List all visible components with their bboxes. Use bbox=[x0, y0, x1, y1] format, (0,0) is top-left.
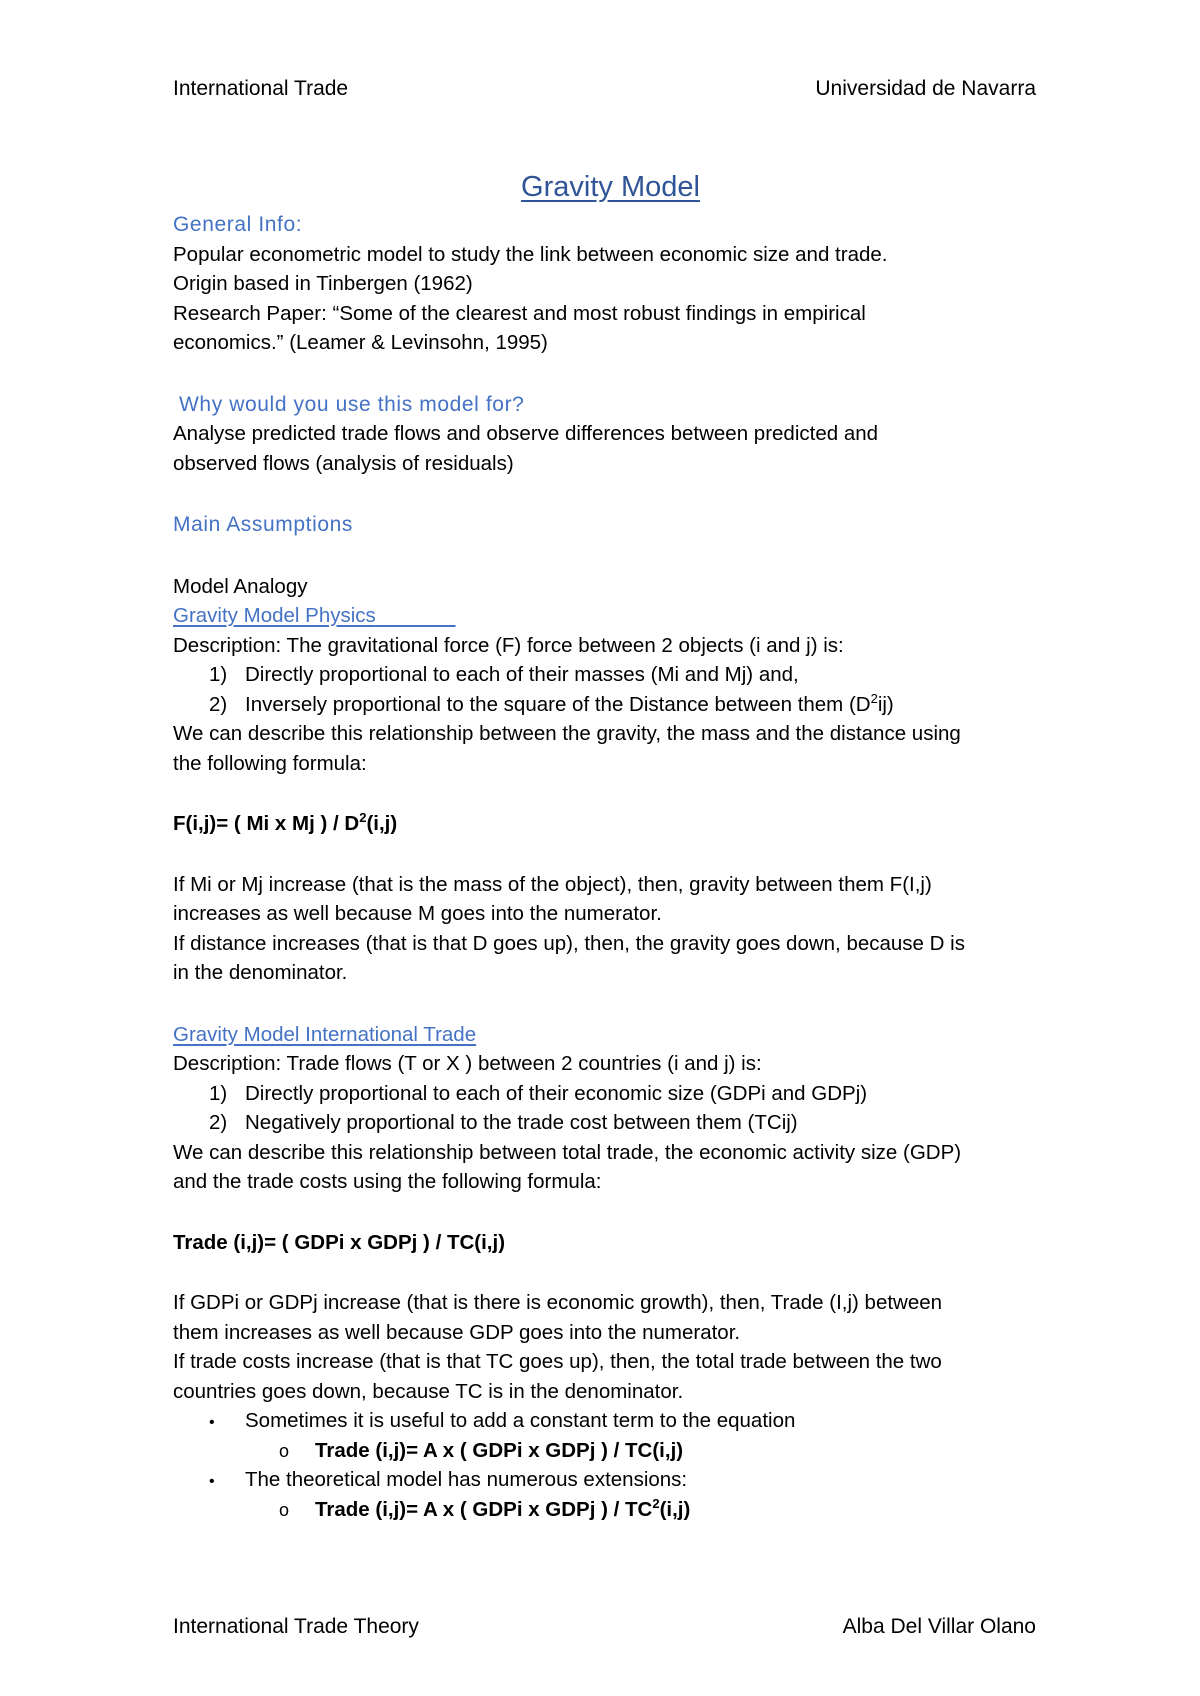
bullet-item bbox=[173, 1465, 1048, 1495]
list-item-text-end: ij) bbox=[877, 692, 894, 716]
physics-explanation: in the denominator. bbox=[173, 961, 348, 984]
trade-heading-text: Gravity Model International Trade bbox=[173, 1022, 477, 1046]
trade-description: Description: Trade flows (T or X ) between 2 countries (i and j) is: bbox=[173, 1052, 762, 1075]
trade-explanation: If trade costs increase (that is that TC goes up), then, the total trade between the two bbox=[173, 1350, 942, 1373]
list-item-text: Directly proportional to each of their masses (Mi and Mj) and, bbox=[245, 663, 799, 686]
header-left: International Trade bbox=[173, 77, 349, 100]
bullet-marker: • bbox=[209, 1414, 215, 1431]
sub-bullet-item bbox=[173, 1495, 1048, 1525]
page-footer bbox=[173, 1614, 1036, 1640]
general-info-line: Origin based in Tinbergen (1962) bbox=[173, 272, 473, 295]
superscript: 2 bbox=[870, 690, 878, 706]
footer-left: International Trade Theory bbox=[173, 1615, 419, 1638]
sub-bullet-formula: Trade (i,j)= A x ( GDPi x GDPj ) / TC(i,j) bbox=[315, 1438, 684, 1462]
sub-bullet-marker: o bbox=[279, 1440, 290, 1461]
bullet-text: The theoretical model has numerous extensions: bbox=[245, 1468, 688, 1491]
physics-explanation: If Mi or Mj increase (that is the mass of the object), then, gravity between them F(I,j) bbox=[173, 872, 932, 896]
sub-bullet-item bbox=[173, 1436, 1048, 1466]
list-number: 1) bbox=[209, 1081, 228, 1105]
list-item bbox=[173, 1079, 1048, 1109]
sub-bullet-formula: Trade (i,j)= A x ( GDPi x GDPj ) / TC bbox=[315, 1497, 653, 1521]
page-header bbox=[173, 76, 1036, 102]
formula-end: (i,j) bbox=[366, 812, 398, 835]
sub-bullet-marker: o bbox=[279, 1499, 290, 1520]
physics-heading bbox=[173, 601, 1048, 631]
list-number: 2) bbox=[209, 1111, 228, 1134]
general-info-line: economics.” (Leamer & Levinsohn, 1995) bbox=[173, 331, 548, 354]
formula-main: F(i,j)= ( Mi x Mj ) / D bbox=[173, 812, 360, 835]
list-number: 1) bbox=[209, 663, 228, 686]
list-item bbox=[173, 690, 1048, 720]
physics-formula bbox=[173, 809, 1048, 839]
list-number: 2) bbox=[209, 692, 228, 716]
physics-heading-text: Gravity Model Physics bbox=[173, 604, 376, 627]
document-body bbox=[173, 170, 1048, 1524]
general-info-line: Research Paper: “Some of the clearest and most robust findings in empirical bbox=[173, 301, 866, 325]
list-item bbox=[173, 1108, 1048, 1138]
general-info-line: Popular econometric model to study the link between economic size and trade. bbox=[173, 242, 888, 266]
why-use-line: Analyse predicted trade flows and observe differences between predicted and bbox=[173, 422, 879, 445]
list-item-text: Negatively proportional to the trade cost between them (TCij) bbox=[245, 1111, 798, 1134]
model-analogy-heading: Model Analogy bbox=[173, 574, 308, 598]
list-item-text: Directly proportional to each of their economic size (GDPi and GDPj) bbox=[245, 1081, 868, 1105]
bullet-marker: • bbox=[209, 1473, 215, 1490]
bullet-text: Sometimes it is useful to add a constant term to the equation bbox=[245, 1409, 796, 1432]
physics-explanation: If distance increases (that is that D goes up), then, the gravity goes down, because D is bbox=[173, 931, 965, 955]
trade-formula-intro: We can describe this relationship between total trade, the economic activity size (GDP) bbox=[173, 1140, 962, 1164]
trade-heading bbox=[173, 1020, 1048, 1050]
physics-explanation: increases as well because M goes into the numerator. bbox=[173, 902, 662, 925]
bullet-item bbox=[173, 1406, 1048, 1436]
trade-explanation: If GDPi or GDPj increase (that is there is economic growth), then, Trade (I,j) between bbox=[173, 1291, 943, 1314]
main-assumptions-heading: Main Assumptions bbox=[173, 513, 354, 536]
trade-explanation: countries goes down, because TC is in the denominator. bbox=[173, 1379, 684, 1403]
physics-formula-intro: the following formula: bbox=[173, 751, 367, 775]
trade-formula: Trade (i,j)= ( GDPi x GDPj ) / TC(i,j) bbox=[173, 1230, 506, 1254]
header-right: Universidad de Navarra bbox=[815, 77, 1036, 100]
why-use-heading: Why would you use this model for? bbox=[179, 392, 525, 416]
formula-end: (i,j) bbox=[659, 1497, 691, 1521]
formula-superscript: 2 bbox=[652, 1495, 660, 1511]
physics-formula-intro: We can describe this relationship between the gravity, the mass and the distance using bbox=[173, 722, 961, 745]
general-info-heading: General Info: bbox=[173, 213, 303, 236]
footer-right: Alba Del Villar Olano bbox=[842, 1615, 1036, 1638]
trade-explanation: them increases as well because GDP goes into the numerator. bbox=[173, 1320, 741, 1344]
trade-formula-intro: and the trade costs using the following formula: bbox=[173, 1170, 602, 1193]
why-use-line: observed flows (analysis of residuals) bbox=[173, 451, 514, 475]
page-title: Gravity Model bbox=[521, 171, 700, 203]
list-item bbox=[173, 660, 1048, 690]
list-item-text: Inversely proportional to the square of the Distance between them (D bbox=[245, 692, 871, 716]
formula-superscript: 2 bbox=[359, 810, 367, 826]
physics-description: Description: The gravitational force (F) force between 2 objects (i and j) is: bbox=[173, 633, 844, 657]
